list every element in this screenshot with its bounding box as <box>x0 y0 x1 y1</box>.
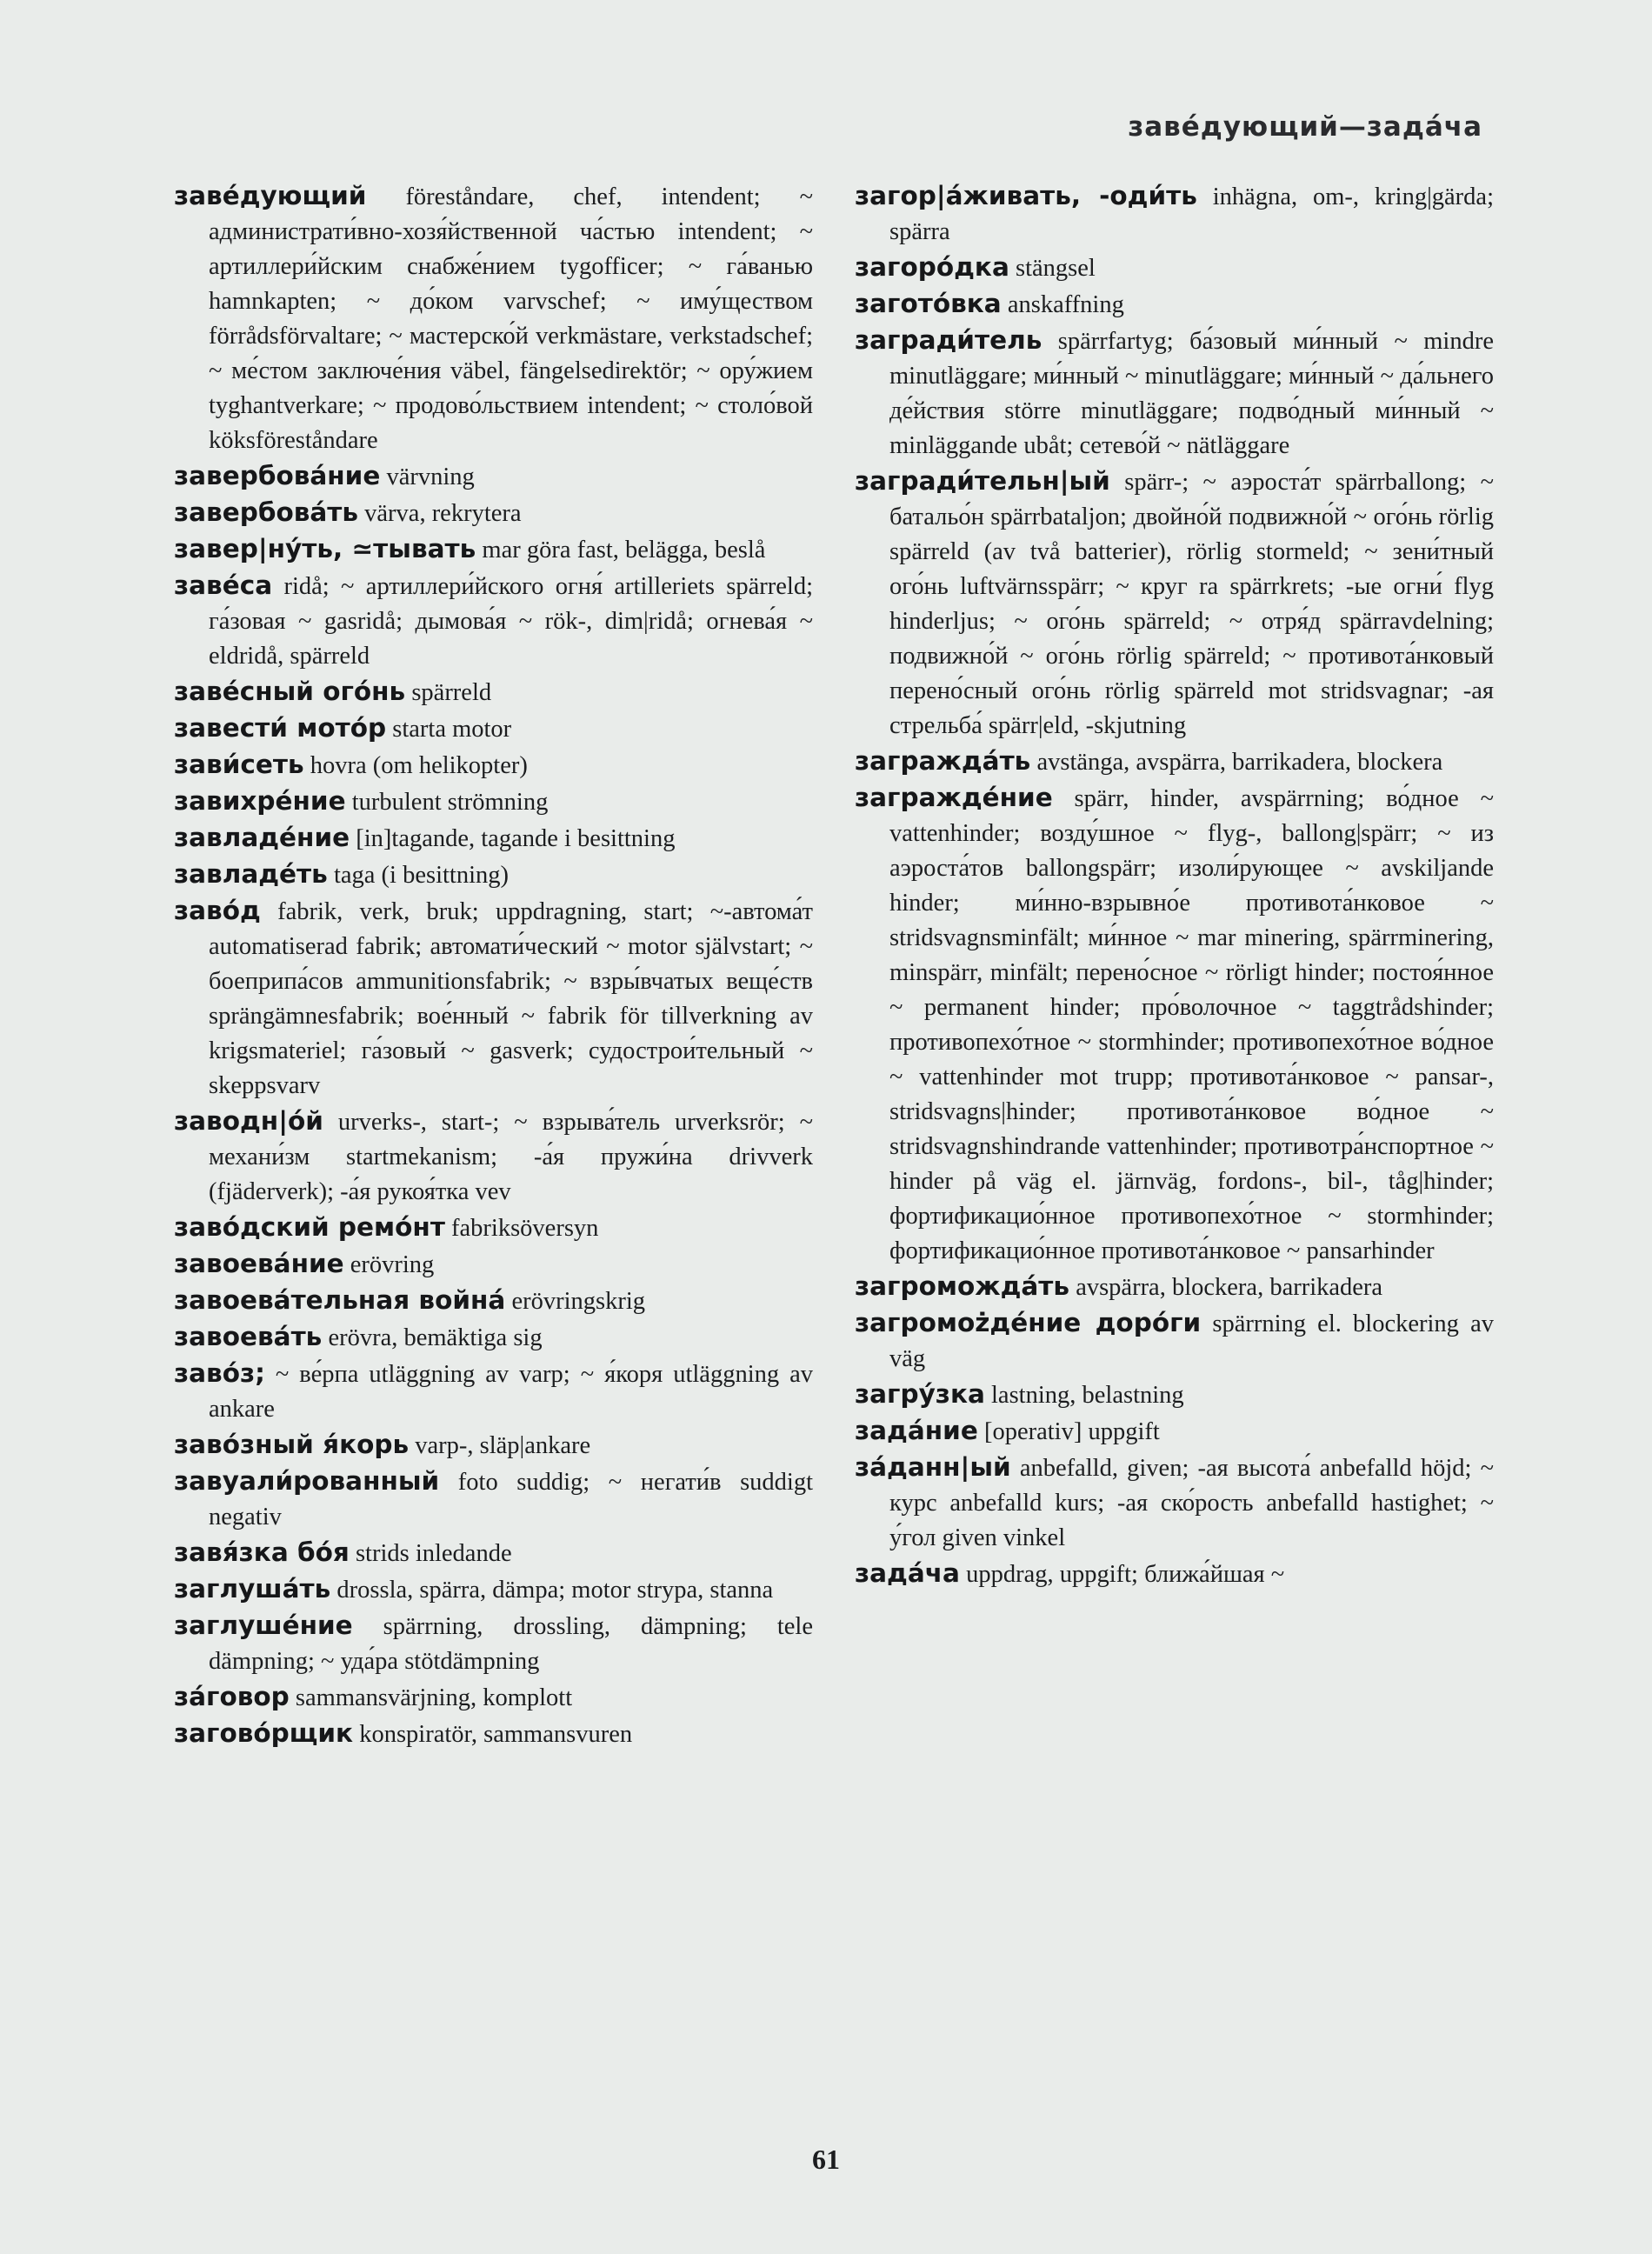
entry-headword: за́данн|ый <box>855 1452 1011 1482</box>
entry-definition: stängsel <box>1009 255 1096 282</box>
entry-definition: spärr-; ~ аэроста́т spärrballong; ~ батальо́н spärrbataljon; двойно́й подвижно́й ~ ого́нь rörlig spärreld (av två batterier), rörlig stormeld; ~ зени́тный ого́нь luftvärnsspärr; ~ круг ra spärrkrets; -ые огни́ flyg hinderljus; ~ ого́нь spärreld; ~ отря́д spärravdelning; подвижно́й ~ ого́нь rörlig spärreld; ~ противота́нковый перено́сный ого́нь rörlig spärreld mot stridsvagnar; -ая стрельба́ spärr|eld, -skjutning <box>889 469 1494 739</box>
dictionary-entry <box>855 286 1494 323</box>
entry-definition: spärreld <box>405 679 492 706</box>
dictionary-entry <box>174 1571 813 1608</box>
entry-definition: uppdrag, uppgift; ближа́йшая ~ <box>959 1561 1285 1588</box>
dictionary-entry <box>855 250 1494 286</box>
dictionary-entry <box>174 1246 813 1283</box>
entry-definition: värva, rekrytera <box>358 500 522 527</box>
entry-headword: завоева́тельная война́ <box>174 1285 506 1315</box>
entry-definition: drossla, spärra, dämpa; motor strypa, stanna <box>330 1577 774 1604</box>
entry-headword: за́говор <box>174 1682 290 1711</box>
dictionary-entry <box>174 458 813 495</box>
entry-definition: avstänga, avspärra, barrikadera, blockera <box>1030 749 1443 776</box>
entry-headword: заво́д <box>174 896 261 925</box>
dictionary-entry <box>855 1450 1494 1556</box>
entry-definition: spärr, hinder, avspärrning; во́дное ~ vattenhinder; возду́шное ~ flyg-, ballong|spärr; ~ из аэроста́тов ballongspärr; изоли́рующее ~ avskiljande hinder; ми́нно-взрывно́е противота́нковое ~ stridsvagnsminfält; ми́нное ~ mar minering, spärrminering, minspärr, minfält; перено́сное ~ rörligt hinder; постоя́нное ~ permanent hinder; про́волочное ~ taggtrådshinder; противопехо́тное ~ stormhinder; противопехо́тное во́дное ~ vattenhinder mot trupp; противота́нковое ~ pansar-, stridsvagns|hinder; противота́нковое во́дное ~ stridsvagnshindrande vattenhinder; противотра́нспортное ~ hinder på väg el. järnväg, fordons-, bil-, tåg|hinder; фортификацио́нное противопехо́тное ~ stormhinder; фортификацио́нное противота́нковое ~ pansarhinder <box>889 785 1494 1264</box>
dictionary-entry <box>174 531 813 568</box>
entry-definition: anskaffning <box>1001 291 1124 318</box>
dictionary-entry <box>174 747 813 784</box>
entry-headword: заве́са <box>174 570 273 600</box>
entry-headword: завести́ мото́р <box>174 713 387 743</box>
dictionary-entry <box>174 820 813 857</box>
dictionary-entry <box>174 1210 813 1246</box>
dictionary-entry <box>855 323 1494 463</box>
entry-definition: fabrik, verk, bruk; uppdragning, start; ~-автома́т automatiserad fabrik; автомати́ческий ~ motor självstart; ~ боеприпа́сов ammunitionsfabrik; ~ взры́вчатых веще́ств sprängämnesfabrik; вое́нный ~ fabrik för tillverkning av krigsmateriel; га́зовый ~ gasverk; судострои́тельный ~ skeppsvarv <box>209 898 813 1099</box>
entry-headword: завербова́ние <box>174 461 381 490</box>
dictionary-entry <box>855 744 1494 780</box>
dictionary-entry <box>174 1319 813 1356</box>
page-number: 61 <box>812 2144 840 2175</box>
entry-definition: [in]tagande, tagande i besittning <box>350 825 676 852</box>
entry-definition: varp-, släp|ankare <box>409 1432 591 1459</box>
entry-headword: завоева́ть <box>174 1322 323 1351</box>
entry-headword: загор|а́живать, -оди́ть <box>855 181 1197 210</box>
entry-definition: avspärra, blockera, barrikadera <box>1069 1274 1383 1301</box>
entry-definition: spärrfartyg; ба́зовый ми́нный ~ mindre minutläggare; ми́нный ~ minutläggare; ми́нный ~ да́льнего де́йствия större minutläggare; подво́дный ми́нный ~ minläggande ubåt; сетево́й ~ nätläggare <box>889 328 1494 459</box>
entry-headword: загромożде́ние доро́ги <box>855 1308 1202 1337</box>
entry-definition: ridå; ~ артиллери́йского огня́ artilleriets spärreld; га́зовая ~ gasridå; дымова́я ~ rök-, dim|ridå; огнева́я ~ eldridå, spärreld <box>209 573 813 670</box>
dictionary-entry <box>174 568 813 674</box>
entry-headword: загражда́ть <box>855 746 1031 776</box>
entry-definition: anbefalld, given; -ая высота́ anbefalld höjd; ~ курс anbefalld kurs; -ая ско́рость anbefalld hastighet; ~ у́гол given vinkel <box>889 1455 1494 1551</box>
entry-definition: spärrning, drossling, dämpning; tele dämpning; ~ уда́ра stötdämpning <box>209 1613 813 1675</box>
dictionary-entry <box>174 1427 813 1464</box>
entry-headword: завуали́рованный <box>174 1466 440 1496</box>
entry-headword: заве́дующий <box>174 181 367 210</box>
entry-definition: föreståndare, chef, intendent; ~ администрати́вно-хозя́йственной ча́стью intendent; ~ артиллери́йским снабже́нием tygofficer; ~ га́ванью hamnkapten; ~ до́ком varvschef; ~ иму́ществом förrådsförvaltare; ~ мастерско́й verkmästare, verkstadschef; ~ ме́стом заключе́ния väbel, fängelsedirektör; ~ ору́жием tyghantverkare; ~ продово́льствием intendent; ~ столо́вой köksföreståndare <box>209 183 813 454</box>
entry-definition: mar göra fast, belägga, beslå <box>476 537 766 564</box>
left-column <box>174 178 813 1752</box>
entry-headword: загроможда́ть <box>855 1271 1070 1301</box>
dictionary-entry <box>855 780 1494 1269</box>
dictionary-entry <box>174 1716 813 1752</box>
entry-definition: spärrning el. blockering av väg <box>889 1310 1494 1372</box>
entry-definition: erövringskrig <box>505 1288 646 1315</box>
entry-definition: fabriksöversyn <box>444 1215 599 1242</box>
entry-definition: sammansvärjning, komplott <box>289 1684 573 1711</box>
entry-headword: завладе́ть <box>174 859 328 889</box>
entry-headword: завер|ну́ть, ≃тывать <box>174 534 476 564</box>
dictionary-entry <box>174 1356 813 1427</box>
entry-definition: erövra, bemäktiga sig <box>322 1324 543 1351</box>
entry-definition: konspiratör, sammansvuren <box>353 1721 633 1748</box>
entry-headword: завя́зка бо́я <box>174 1537 350 1567</box>
entry-headword: завоева́ние <box>174 1249 344 1278</box>
entry-definition: starta motor <box>386 716 512 743</box>
dictionary-entry <box>855 1556 1494 1592</box>
entry-headword: завербова́ть <box>174 497 359 527</box>
entry-headword: заво́зный я́корь <box>174 1430 410 1459</box>
dictionary-entry <box>174 1464 813 1535</box>
entry-headword: заглуше́ние <box>174 1610 353 1640</box>
dictionary-entry <box>174 1104 813 1210</box>
dictionary-entry <box>174 784 813 820</box>
entry-definition: strids inledande <box>349 1540 512 1567</box>
entry-definition: taga (i besittning) <box>327 862 509 889</box>
dictionary-entry <box>174 1535 813 1571</box>
dictionary-entry <box>855 1269 1494 1305</box>
dictionary-entry <box>174 495 813 531</box>
entry-definition: erövring <box>343 1251 435 1278</box>
entry-headword: загради́тельн|ый <box>855 466 1110 496</box>
right-column <box>855 178 1494 1592</box>
entry-definition: inhägna, om-, kring|gärda; spärra <box>889 183 1494 245</box>
dictionary-entry <box>855 463 1494 744</box>
dictionary-entry <box>174 674 813 710</box>
entry-headword: загру́зка <box>855 1379 985 1409</box>
entry-headword: загради́тель <box>855 325 1042 355</box>
entry-headword: зада́ние <box>855 1416 978 1445</box>
entry-headword: заглуша́ть <box>174 1574 331 1604</box>
dictionary-entry <box>855 1305 1494 1377</box>
running-head: заве́дующий—зада́ча <box>1128 111 1482 143</box>
dictionary-entry <box>174 178 813 458</box>
dictionary-entry <box>174 710 813 747</box>
dictionary-entry <box>174 857 813 893</box>
entry-headword: загово́рщик <box>174 1718 354 1748</box>
entry-headword: заводн|о́й <box>174 1106 323 1136</box>
entry-definition: lastning, belastning <box>984 1382 1184 1409</box>
dictionary-entry <box>174 893 813 1104</box>
entry-headword: завихре́ние <box>174 786 346 816</box>
entry-definition: ~ ве́рпа utläggning av varp; ~ я́коря utläggning av ankare <box>209 1361 813 1423</box>
entry-definition: [operativ] uppgift <box>977 1418 1160 1445</box>
entry-headword: зада́ча <box>855 1558 960 1588</box>
entry-headword: загоро́дка <box>855 252 1009 282</box>
entry-headword: заво́з; <box>174 1358 265 1388</box>
dictionary-entry <box>174 1283 813 1319</box>
dictionary-entry <box>855 1413 1494 1450</box>
entry-definition: urverks-, start-; ~ взрыва́тель urverksrör; ~ механи́зм startmekanism; -а́я пружи́на drivverk (fjäderverk); -а́я рукоя́тка vev <box>209 1109 813 1205</box>
entry-headword: заве́сный ого́нь <box>174 677 406 706</box>
entry-headword: загото́вка <box>855 289 1002 318</box>
entry-definition: foto suddig; ~ негати́в suddigt negativ <box>209 1469 813 1530</box>
entry-headword: зави́сеть <box>174 750 304 779</box>
dictionary-entry <box>174 1608 813 1679</box>
dictionary-entry <box>855 178 1494 250</box>
entry-definition: värvning <box>380 463 475 490</box>
entry-headword: завладе́ние <box>174 823 350 852</box>
entry-definition: turbulent strömning <box>345 789 549 816</box>
entry-headword: загражде́ние <box>855 783 1053 812</box>
dictionary-entry <box>174 1679 813 1716</box>
dictionary-entry <box>855 1377 1494 1413</box>
entry-headword: заво́дский ремо́нт <box>174 1212 445 1242</box>
entry-definition: hovra (om helikopter) <box>303 752 528 779</box>
